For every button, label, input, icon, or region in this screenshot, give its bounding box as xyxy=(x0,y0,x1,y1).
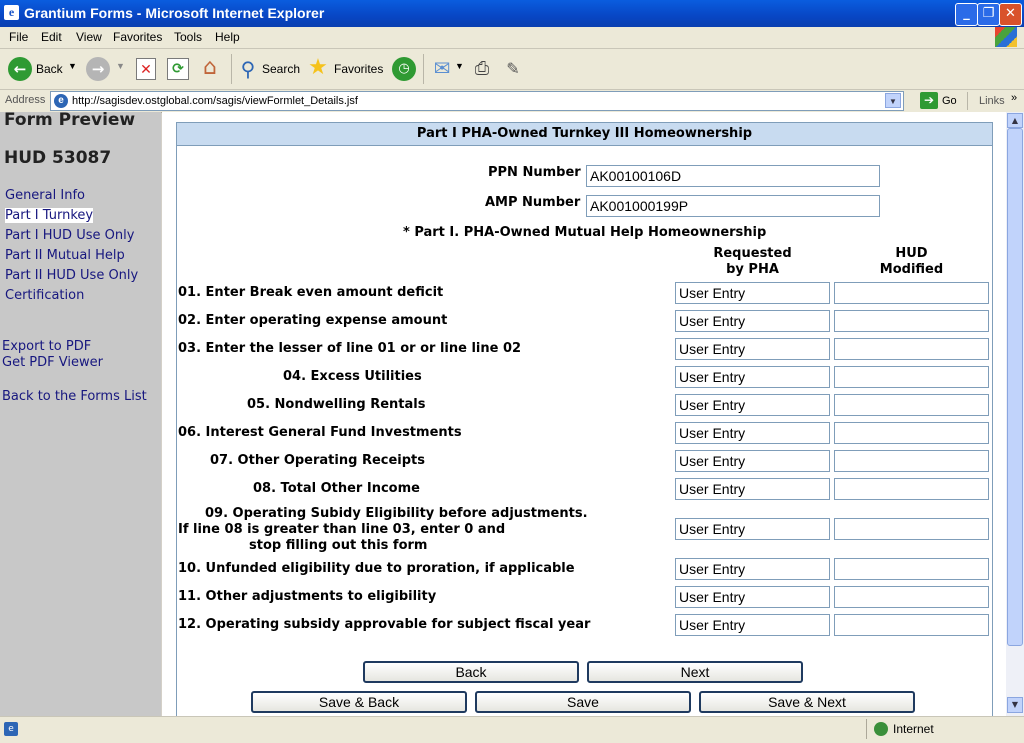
row-09-hud-input[interactable] xyxy=(834,518,989,540)
mail-icon[interactable]: ✉ xyxy=(433,56,451,80)
back-dropdown-icon[interactable]: ▼ xyxy=(68,61,77,71)
page-status-icon: e xyxy=(4,722,18,736)
search-icon[interactable]: ⚲ xyxy=(240,57,256,81)
row-08-label: 08. Total Other Income xyxy=(253,481,420,496)
col-hud-line1: HUD xyxy=(895,246,928,261)
row-03-hud-input[interactable] xyxy=(834,338,989,360)
ie-app-icon: e xyxy=(4,5,19,20)
close-button[interactable]: ✕ xyxy=(999,3,1022,26)
row-03-label: 03. Enter the lesser of line 01 or or line line 02 xyxy=(178,341,522,356)
form-header xyxy=(176,122,993,146)
ppn-label: PPN Number xyxy=(488,165,581,180)
menu-bar xyxy=(0,27,1024,49)
row-03-requested-input[interactable] xyxy=(675,338,830,360)
toolbar-separator-2 xyxy=(423,54,424,84)
row-04-hud-input[interactable] xyxy=(834,366,989,388)
row-01-requested-input[interactable] xyxy=(675,282,830,304)
go-arrow-icon[interactable]: ➔ xyxy=(920,92,938,109)
back-to-forms-list-link[interactable]: Back to the Forms List xyxy=(2,389,147,404)
scroll-down-arrow-icon[interactable]: ▼ xyxy=(1007,697,1023,713)
row-09-requested-input[interactable] xyxy=(675,518,830,540)
sidebar-item-certification[interactable]: Certification xyxy=(5,288,85,303)
get-pdf-viewer-link[interactable]: Get PDF Viewer xyxy=(2,355,103,370)
row-12-hud-input[interactable] xyxy=(834,614,989,636)
form-header-title: Part I PHA-Owned Turnkey III Homeownership xyxy=(416,126,753,141)
menu-help[interactable]: Help xyxy=(215,30,240,44)
history-icon[interactable]: ◷ xyxy=(392,57,416,81)
maximize-button[interactable]: ❐ xyxy=(977,3,1000,26)
search-label[interactable]: Search xyxy=(262,62,301,76)
status-separator xyxy=(866,719,867,739)
row-09-label-line1: 09. Operating Subidy Eligibility before adjustments. xyxy=(205,506,588,521)
refresh-icon[interactable]: ⟳ xyxy=(167,58,189,80)
row-06-label: 06. Interest General Fund Investments xyxy=(178,425,462,440)
menu-view[interactable]: View xyxy=(76,30,102,44)
save-button[interactable]: Save xyxy=(475,691,691,713)
stop-icon[interactable]: ✕ xyxy=(136,58,156,80)
row-07-label: 07. Other Operating Receipts xyxy=(210,453,426,468)
address-dropdown-icon[interactable]: ▼ xyxy=(885,93,901,108)
menu-edit[interactable]: Edit xyxy=(41,30,62,44)
row-07-requested-input[interactable] xyxy=(675,450,830,472)
minimize-button[interactable]: _ xyxy=(955,3,978,26)
amp-label: AMP Number xyxy=(485,195,581,210)
security-zone-label: Internet xyxy=(893,722,934,736)
row-12-label: 12. Operating subsidy approvable for subject fiscal year xyxy=(178,617,591,632)
internet-globe-icon xyxy=(874,722,888,736)
address-input[interactable] xyxy=(50,91,904,111)
row-09-label-line2: If line 08 is greater than line 03, enter 0 and xyxy=(178,522,506,537)
amp-input[interactable] xyxy=(586,195,880,217)
next-button[interactable]: Next xyxy=(587,661,803,683)
address-separator xyxy=(967,92,968,110)
menu-tools[interactable]: Tools xyxy=(174,30,203,44)
back-label[interactable]: Back xyxy=(36,62,63,76)
row-01-label: 01. Enter Break even amount deficit xyxy=(178,285,444,300)
go-button[interactable]: Go xyxy=(942,95,957,107)
edit-icon[interactable]: ✎ xyxy=(506,59,520,78)
row-10-hud-input[interactable] xyxy=(834,558,989,580)
form-id: HUD 53087 xyxy=(4,148,112,168)
row-01-hud-input[interactable] xyxy=(834,282,989,304)
address-label: Address xyxy=(5,94,46,106)
row-04-requested-input[interactable] xyxy=(675,366,830,388)
status-bar xyxy=(0,716,1024,743)
row-10-requested-input[interactable] xyxy=(675,558,830,580)
col-requested-line1: Requested xyxy=(713,246,792,261)
sidebar-item-general-info[interactable]: General Info xyxy=(5,188,85,203)
row-11-label: 11. Other adjustments to eligibility xyxy=(178,589,437,604)
sidebar-item-part-i-turnkey[interactable]: Part I Turnkey xyxy=(5,208,94,223)
col-requested-line2: by PHA xyxy=(726,262,779,277)
row-02-hud-input[interactable] xyxy=(834,310,989,332)
row-10-label: 10. Unfunded eligibility due to proration, if applicable xyxy=(178,561,575,576)
back-arrow-icon[interactable]: ← xyxy=(8,57,32,81)
window-title: Grantium Forms - Microsoft Internet Explorer xyxy=(24,5,325,21)
toolbar xyxy=(0,49,1024,90)
home-icon[interactable]: ⌂ xyxy=(203,55,217,80)
row-11-hud-input[interactable] xyxy=(834,586,989,608)
windows-logo-icon xyxy=(995,27,1017,47)
forward-dropdown-icon[interactable]: ▼ xyxy=(116,61,125,71)
row-09-label-line3: stop filling out this form xyxy=(249,538,428,553)
scrollbar-thumb[interactable] xyxy=(1007,128,1023,646)
row-06-requested-input[interactable] xyxy=(675,422,830,444)
save-back-button[interactable]: Save & Back xyxy=(251,691,467,713)
row-02-requested-input[interactable] xyxy=(675,310,830,332)
row-05-requested-input[interactable] xyxy=(675,394,830,416)
row-05-label: 05. Nondwelling Rentals xyxy=(247,397,426,412)
favorites-label[interactable]: Favorites xyxy=(334,62,384,76)
scroll-up-arrow-icon[interactable]: ▲ xyxy=(1007,113,1023,128)
row-06-hud-input[interactable] xyxy=(834,422,989,444)
print-icon[interactable]: ⎙ xyxy=(474,58,490,79)
section-title: * Part I. PHA-Owned Mutual Help Homeownership xyxy=(403,225,767,240)
sidebar-item-part-ii-mutual-help[interactable]: Part II Mutual Help xyxy=(5,248,125,263)
row-02-label: 02. Enter operating expense amount xyxy=(178,313,448,328)
sidebar xyxy=(0,112,161,716)
favorites-star-icon[interactable]: ★ xyxy=(308,55,328,80)
row-08-hud-input[interactable] xyxy=(834,478,989,500)
menu-file[interactable]: File xyxy=(9,30,29,44)
row-07-hud-input[interactable] xyxy=(834,450,989,472)
links-label[interactable]: Links xyxy=(979,95,1005,107)
row-05-hud-input[interactable] xyxy=(834,394,989,416)
links-chevron-icon[interactable]: » xyxy=(1011,92,1018,104)
mail-dropdown-icon[interactable]: ▼ xyxy=(455,61,464,71)
page-icon: e xyxy=(54,94,68,108)
forward-arrow-icon[interactable]: → xyxy=(86,57,110,81)
title-bar xyxy=(0,0,1024,27)
col-hud-line2: Modified xyxy=(879,262,944,277)
toolbar-separator xyxy=(231,54,232,84)
row-08-requested-input[interactable] xyxy=(675,478,830,500)
ppn-input[interactable] xyxy=(586,165,880,187)
row-11-requested-input[interactable] xyxy=(675,586,830,608)
row-04-label: 04. Excess Utilities xyxy=(283,369,422,384)
row-12-requested-input[interactable] xyxy=(675,614,830,636)
menu-favorites[interactable]: Favorites xyxy=(113,30,163,44)
sidebar-item-part-ii-hud-use-only[interactable]: Part II HUD Use Only xyxy=(5,268,139,283)
form-preview-heading: Form Preview xyxy=(4,110,136,130)
back-button[interactable]: Back xyxy=(363,661,579,683)
save-next-button[interactable]: Save & Next xyxy=(699,691,915,713)
export-pdf-link[interactable]: Export to PDF xyxy=(2,339,92,354)
sidebar-item-part-i-hud-use-only[interactable]: Part I HUD Use Only xyxy=(5,228,135,243)
address-url: http://sagisdev.ostglobal.com/sagis/viewFormlet_Details.jsf xyxy=(72,95,358,107)
